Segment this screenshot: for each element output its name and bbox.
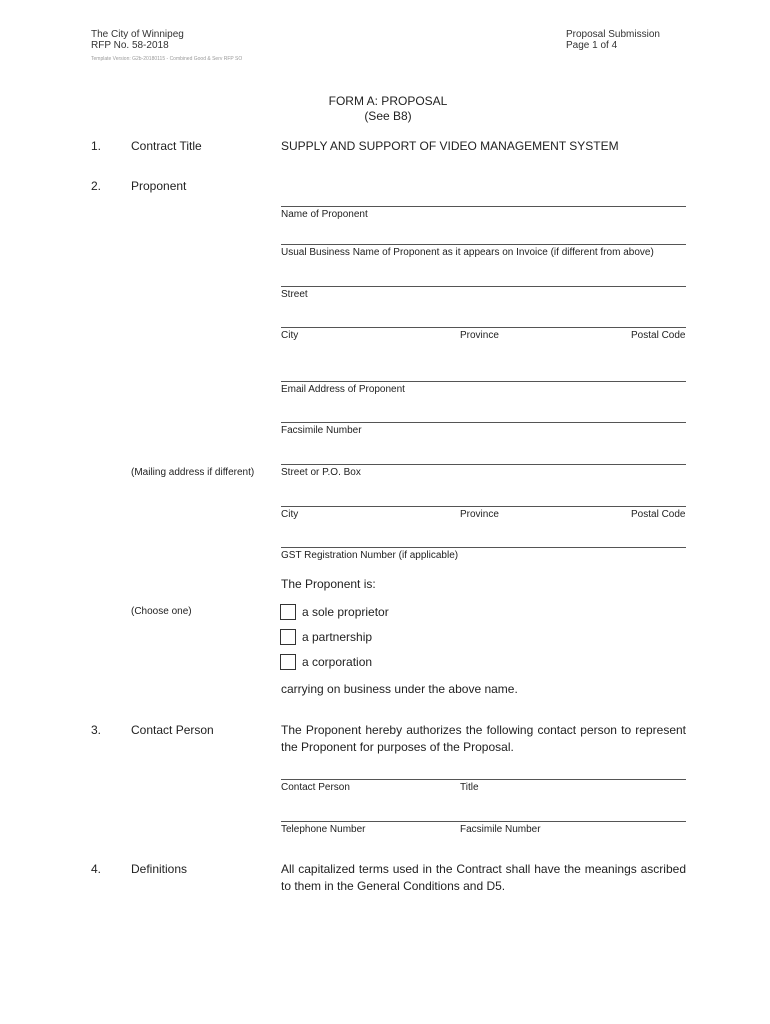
sole-proprietor-label: a sole proprietor (302, 605, 389, 619)
mailing-address-label: (Mailing address if different) (131, 467, 255, 478)
city-province-postal-field[interactable] (281, 327, 686, 328)
gst-caption: GST Registration Number (if applicable) (281, 550, 459, 561)
proponent-name-field[interactable] (281, 206, 686, 207)
contact-person-caption: Contact Person (281, 782, 350, 793)
street-field[interactable] (281, 286, 686, 287)
section-2-number: 2. (91, 179, 102, 193)
mailing-city-caption: City (281, 509, 299, 520)
section-3-number: 3. (91, 723, 102, 737)
contact-person-text: The Proponent hereby authorizes the following contact person to represent the Proponent for purposes of the Proposal. (281, 723, 686, 754)
mailing-city-province-postal-field[interactable] (281, 506, 686, 507)
gst-field[interactable] (281, 547, 686, 548)
email-caption: Email Address of Proponent (281, 384, 405, 395)
header-city: The City of Winnipeg (91, 29, 184, 40)
corporation-checkbox[interactable] (280, 654, 296, 670)
partnership-label: a partnership (302, 630, 373, 644)
proponent-is-heading: The Proponent is: (281, 577, 376, 591)
telephone-fax-field[interactable] (281, 821, 686, 822)
header-page-number: Page 1 of 4 (566, 40, 618, 51)
street-po-field[interactable] (281, 464, 686, 465)
mailing-postal-code-caption: Postal Code (631, 509, 686, 520)
section-4-number: 4. (91, 862, 102, 876)
telephone-caption: Telephone Number (281, 824, 366, 835)
contact-fax-caption: Facsimile Number (460, 824, 541, 835)
header-template-version: Template Version: G2b-20180115 - Combined Good & Serv RFP SO (91, 56, 243, 62)
contact-person-title-field[interactable] (281, 779, 686, 780)
contact-title-caption: Title (460, 782, 479, 793)
postal-code-caption: Postal Code (631, 330, 686, 341)
form-subtitle: (See B8) (364, 109, 412, 123)
mailing-province-caption: Province (460, 509, 499, 520)
sole-proprietor-checkbox[interactable] (280, 604, 296, 620)
business-name-field[interactable] (281, 244, 686, 245)
city-caption: City (281, 330, 299, 341)
proponent-name-caption: Name of Proponent (281, 209, 368, 220)
fax-field[interactable] (281, 422, 686, 423)
corporation-label: a corporation (302, 655, 373, 669)
section-1-label: Contract Title (131, 139, 202, 153)
definitions-text: All capitalized terms used in the Contract shall have the meanings ascribed to them in the General Conditions and D5. (281, 862, 686, 893)
business-name-caption: Usual Business Name of Proponent as it appears on Invoice (if different from above) (281, 247, 654, 258)
partnership-checkbox[interactable] (280, 629, 296, 645)
section-2-label: Proponent (131, 179, 187, 193)
form-title: FORM A: PROPOSAL (328, 94, 448, 108)
province-caption: Province (460, 330, 499, 341)
fax-caption: Facsimile Number (281, 425, 362, 436)
contract-title-value: SUPPLY AND SUPPORT OF VIDEO MANAGEMENT SYSTEM (281, 139, 619, 153)
section-3-label: Contact Person (131, 723, 214, 737)
street-po-caption: Street or P.O. Box (281, 467, 361, 478)
header-rfp-number: RFP No. 58-2018 (91, 40, 169, 51)
section-4-label: Definitions (131, 862, 188, 876)
street-caption: Street (281, 289, 308, 300)
email-field[interactable] (281, 381, 686, 382)
section-1-number: 1. (91, 139, 102, 153)
carrying-on-business-text: carrying on business under the above name. (281, 682, 518, 696)
choose-one-label: (Choose one) (131, 606, 192, 617)
header-proposal-submission: Proposal Submission (566, 29, 660, 40)
